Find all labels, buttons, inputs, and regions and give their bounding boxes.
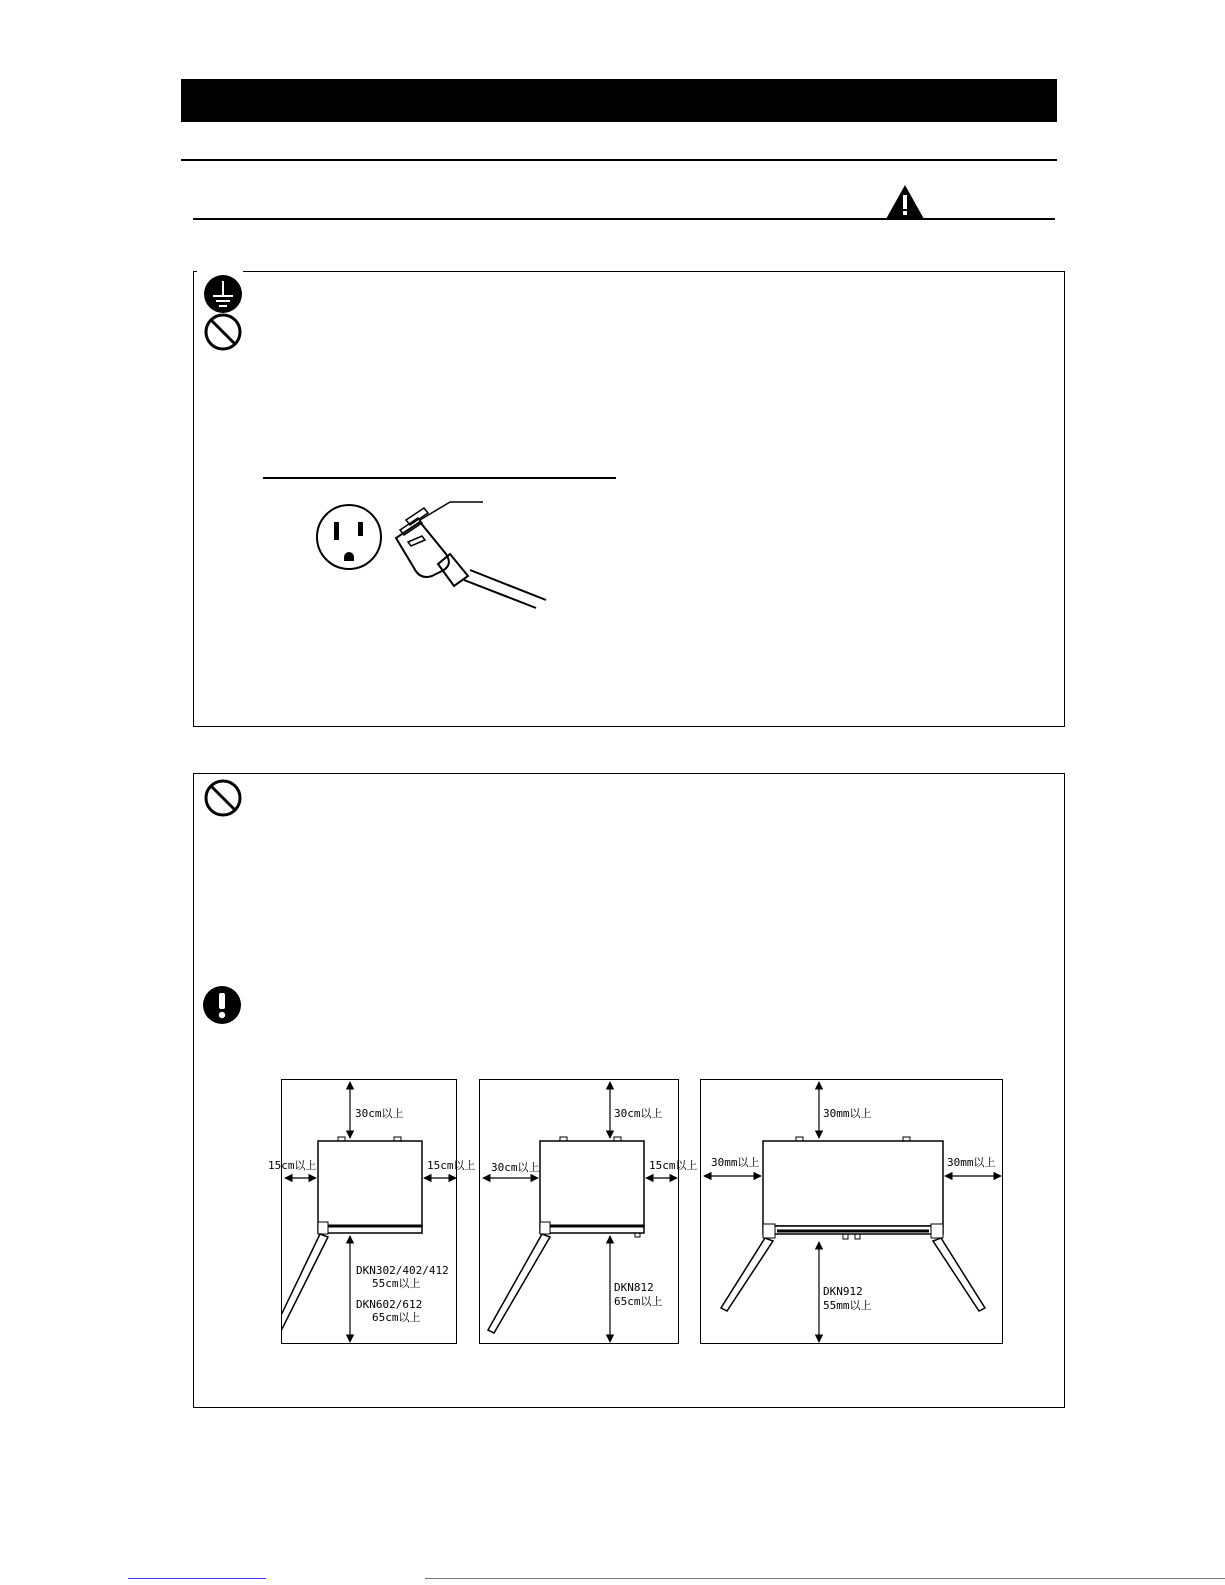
footer-rule (425, 1578, 1225, 1579)
clearance-front-label: 65cm以上 (372, 1311, 421, 1324)
footer-link-underline (128, 1578, 266, 1579)
clearance-right-label: 15cm以上 (427, 1159, 476, 1172)
clearance-left-label: 15cm以上 (268, 1159, 317, 1172)
ground-icon (203, 274, 243, 314)
clearance-top-label: 30mm以上 (823, 1107, 872, 1120)
model-label: DKN812 (614, 1281, 654, 1294)
mandatory-exclamation-icon (202, 985, 242, 1025)
prohibited-icon (203, 312, 243, 352)
clearance-top-label: 30cm以上 (614, 1107, 663, 1120)
clearance-left-label: 30mm以上 (711, 1156, 760, 1169)
grounded-plug-outlet-figure (300, 490, 560, 610)
warning-triangle-icon (885, 184, 925, 220)
prohibited-icon (203, 778, 243, 818)
clearance-right-label: 15cm以上 (649, 1159, 698, 1172)
model-label: DKN602/612 (356, 1298, 423, 1311)
clearance-front-label: 65cm以上 (614, 1295, 663, 1308)
clearance-left-label: 30cm以上 (491, 1161, 540, 1174)
clearance-top-label: 30cm以上 (355, 1107, 404, 1120)
section-rule (193, 218, 1055, 220)
header-bar (181, 79, 1057, 122)
clearance-right-label: 30mm以上 (947, 1156, 996, 1169)
model-label: DKN302/402/412 (356, 1264, 449, 1277)
clearance-front-label: 55cm以上 (372, 1277, 421, 1290)
header-rule (181, 159, 1057, 161)
model-label: DKN912 (823, 1285, 863, 1298)
figure-caption-underline (263, 477, 616, 479)
clearance-front-label: 55mm以上 (823, 1299, 872, 1312)
